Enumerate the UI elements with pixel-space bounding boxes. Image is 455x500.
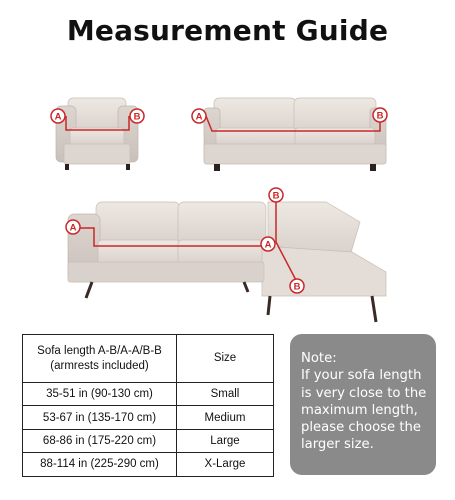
armchair-marker-a [51, 109, 65, 123]
table-row [23, 429, 274, 452]
note-line: please choose the [301, 420, 421, 436]
header-size-cell: Size [177, 335, 274, 383]
sectional-marker-b-chaise [290, 279, 304, 293]
length-cell: 88-114 in (225-290 cm) [23, 453, 177, 476]
armchair-marker-b [130, 109, 144, 123]
table-row [23, 383, 274, 406]
straight-sofa-marker-b [373, 108, 387, 122]
note-box [290, 334, 436, 475]
page-title: Measurement Guide [66, 14, 389, 47]
sectional-marker-a-left [66, 220, 80, 234]
size-cell: Small [177, 383, 274, 406]
marker-a-label: A [264, 239, 272, 251]
size-cell: Large [177, 429, 274, 452]
header-length-line1: Sofa length A-B/A-A/B-B [37, 344, 162, 357]
marker-b-label: B [376, 110, 384, 122]
marker-b-label: B [133, 111, 141, 123]
sectional-marker-b-top [269, 188, 283, 202]
straight-sofa-illustration [204, 98, 386, 171]
marker-a-label: A [69, 222, 77, 234]
sectional-sofa-illustration [68, 202, 386, 322]
size-cell: X-Large [177, 453, 274, 476]
table-row [23, 453, 274, 476]
length-cell: 68-86 in (175-220 cm) [23, 429, 177, 452]
length-cell: 35-51 in (90-130 cm) [23, 383, 177, 406]
header-length-line2: (armrests included) [50, 359, 149, 372]
size-table [22, 334, 274, 477]
marker-b-label: B [272, 190, 280, 202]
size-cell: Medium [177, 406, 274, 429]
sectional-marker-a-corner [261, 237, 275, 251]
note-line: Note: [301, 351, 337, 366]
table-row [23, 406, 274, 429]
armchair-illustration [56, 98, 138, 170]
header-length-cell [23, 335, 177, 383]
note-line: larger size. [301, 437, 374, 453]
note-line: If your sofa length [301, 368, 422, 384]
marker-a-label: A [54, 111, 62, 123]
note-line: is very close to the [301, 385, 427, 401]
marker-a-label: A [195, 111, 203, 123]
table-header-row [23, 335, 274, 383]
straight-sofa-marker-a [192, 109, 206, 123]
marker-b-label: B [293, 281, 301, 293]
length-cell: 53-67 in (135-170 cm) [23, 406, 177, 429]
note-line: maximum length, [301, 402, 418, 418]
